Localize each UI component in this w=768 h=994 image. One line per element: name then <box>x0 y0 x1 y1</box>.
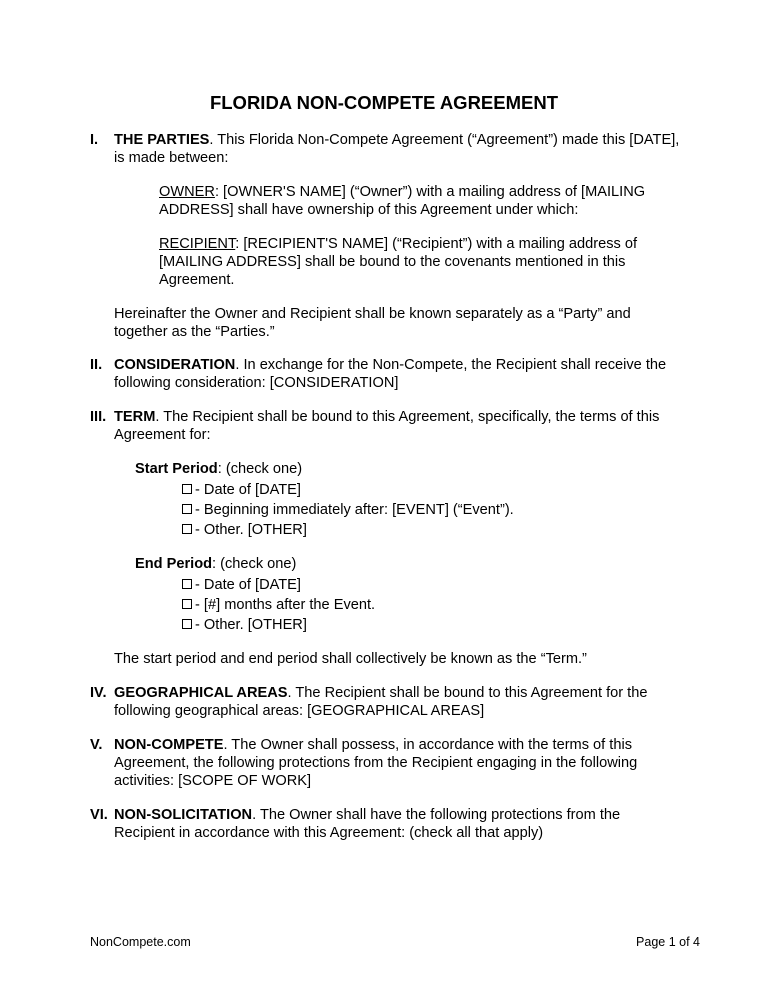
section-text: . The Owner shall have the following protections from the Recipient in accordance with this Agreement: (check all that apply) <box>114 807 621 841</box>
section-number: II. <box>90 357 103 373</box>
option-text: - Other. [OTHER] <box>195 522 307 538</box>
section-non-solicitation <box>90 806 680 842</box>
section-parties <box>90 131 680 341</box>
section-text: . In exchange for the Non-Compete, the Recipient shall receive the following consideration: [CONSIDERATION] <box>114 357 667 391</box>
section-number: IV. <box>90 685 107 701</box>
start-period-label: Start Period <box>135 461 218 477</box>
section-heading: NON-SOLICITATION <box>114 807 253 823</box>
section-paragraph <box>114 736 680 790</box>
owner-paragraph <box>159 183 680 219</box>
term-closing: The start period and end period shall collectively be known as the “Term.” <box>114 651 587 667</box>
option-text: - Beginning immediately after: [EVENT] (“Event”). <box>195 502 514 518</box>
section-number: VI. <box>90 807 108 823</box>
start-option-row[interactable] <box>182 520 680 540</box>
section-paragraph <box>114 131 680 167</box>
recipient-text: : [RECIPIENT'S NAME] (“Recipient”) with a mailing address of [MAILING ADDRESS] shall be bound to the covenants mentioned in this Agreement. <box>159 236 638 288</box>
section-paragraph <box>114 684 680 720</box>
start-period-heading <box>135 460 680 478</box>
footer-page-number: Page 1 of 4 <box>636 935 700 949</box>
checkbox[interactable] <box>182 504 192 514</box>
section-heading: GEOGRAPHICAL AREAS <box>114 685 288 701</box>
section-text: . The Recipient shall be bound to this Agreement for the following geographical areas: [GEOGRAPHICAL AREAS] <box>114 685 648 719</box>
start-period-hint: : (check one) <box>217 461 303 477</box>
option-text: - [#] months after the Event. <box>195 597 376 613</box>
end-period-heading <box>135 555 680 573</box>
section-text: . This Florida Non-Compete Agreement (“Agreement”) made this [DATE], is made between: <box>114 132 680 166</box>
document-title: FLORIDA NON-COMPETE AGREEMENT <box>209 92 559 113</box>
section-number: I. <box>90 132 99 148</box>
hereinafter-paragraph: Hereinafter the Owner and Recipient shall be known separately as a “Party” and together as the “Parties.” <box>114 306 631 340</box>
section-heading: CONSIDERATION <box>114 357 236 373</box>
option-text: - Date of [DATE] <box>195 577 301 593</box>
owner-text: : [OWNER'S NAME] (“Owner”) with a mailing address of [MAILING ADDRESS] shall have ownership of this Agreement under which: <box>159 184 646 218</box>
section-heading: NON-COMPETE <box>114 737 224 753</box>
section-term <box>90 408 680 444</box>
section-heading: TERM <box>114 409 156 425</box>
end-period-hint: : (check one) <box>212 556 297 572</box>
section-consideration <box>90 356 680 392</box>
recipient-label: RECIPIENT <box>159 236 236 252</box>
start-option-row[interactable] <box>182 500 680 520</box>
end-option-row[interactable] <box>182 575 680 595</box>
term-closing-block <box>90 650 680 668</box>
end-period-label: End Period <box>135 556 213 572</box>
footer-site-name: NonCompete.com <box>90 935 191 949</box>
recipient-paragraph <box>159 235 680 289</box>
start-period-block <box>90 460 680 540</box>
section-text: . The Owner shall possess, in accordance with the terms of this Agreement, the following protections from the Recipient engaging in the following activities: [SCOPE OF WORK] <box>114 737 638 789</box>
section-paragraph <box>114 806 680 842</box>
section-number: V. <box>90 737 103 753</box>
start-option-row[interactable] <box>182 480 680 500</box>
end-option-row[interactable] <box>182 615 680 635</box>
option-text: - Date of [DATE] <box>195 482 301 498</box>
end-option-row[interactable] <box>182 595 680 615</box>
section-heading: THE PARTIES <box>114 132 210 148</box>
section-geographical-areas <box>90 684 680 720</box>
section-paragraph <box>114 408 680 444</box>
option-text: - Other. [OTHER] <box>195 617 307 633</box>
checkbox[interactable] <box>182 524 192 534</box>
section-text: . The Recipient shall be bound to this Agreement, specifically, the terms of this Agreement for: <box>114 409 660 443</box>
checkbox[interactable] <box>182 579 192 589</box>
section-paragraph <box>114 356 680 392</box>
end-period-block <box>90 555 680 635</box>
section-number: III. <box>90 409 107 425</box>
checkbox[interactable] <box>182 484 192 494</box>
owner-label: OWNER <box>159 184 215 200</box>
checkbox[interactable] <box>182 619 192 629</box>
section-non-compete <box>90 736 680 790</box>
checkbox[interactable] <box>182 599 192 609</box>
